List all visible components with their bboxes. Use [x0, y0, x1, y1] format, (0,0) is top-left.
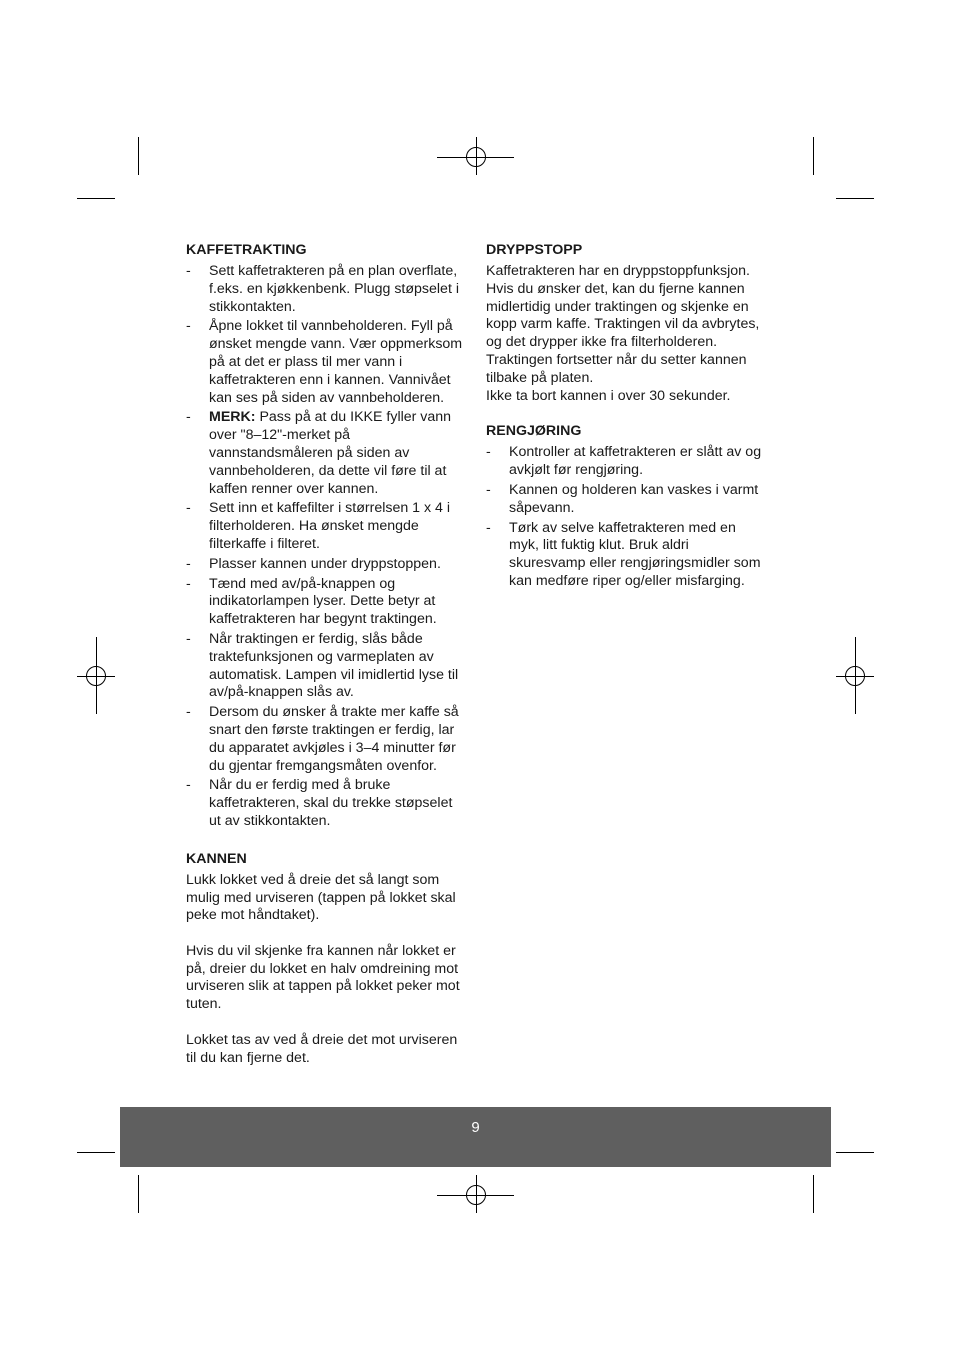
heading-kaffetrakting: KAFFETRAKTING: [186, 242, 307, 258]
list-item: - Kontroller at kaffetrakteren er slått av og avkjølt før rengjøring.: [486, 444, 768, 480]
rengjoring-list: [486, 444, 768, 590]
right-column: [486, 241, 768, 593]
list-item: - Når du er ferdig med å bruke kaffetrakteren, skal du trekke støpselet ut av stikkontakten.: [186, 777, 468, 830]
section-dryppstopp: [486, 241, 768, 405]
paragraph: Lukk lokket ved å dreie det så langt som mulig med urviseren (tappen på lokket skal peke mot håndtaket).: [186, 871, 456, 924]
list-item: - Kannen og holderen kan vaskes i varmt såpevann.: [486, 482, 768, 518]
list-item: - Dersom du ønsker å trakte mer kaffe så snart den første traktingen er ferdig, lar du apparatet avkjøles i 3–4 minutter før du gjentar fremgangsmåten ovenfor.: [186, 704, 468, 775]
paragraph: Hvis du vil skjenke fra kannen når lokket er på, dreier du lokket en halv omdreining mot urviseren slik at tappen på lokket peker mot tuten.: [186, 942, 460, 1013]
section-kannen: [186, 850, 468, 1068]
paragraph: Lokket tas av ved å dreie det mot urviseren til du kan fjerne det.: [186, 1031, 458, 1066]
list-item: - Når traktingen er ferdig, slås både traktefunksjonen og varmeplaten av automatisk. Lampen vil imidlertid lyse til av/på-knappen slås av.: [186, 631, 468, 702]
list-item: - Tørk av selve kaffetrakteren med en myk, litt fuktig klut. Bruk aldri skuresvamp eller rengjøringsmidler som kan medføre riper og/eller misfarging.: [486, 520, 768, 591]
paragraph: Kaffetrakteren har en dryppstoppfunksjon. Hvis du ønsker det, kan du fjerne kannen midlertidig under traktingen og skjenke en kopp varm kaffe. Traktingen vil da avbrytes, og det drypper ikke fra filterholderen. Traktingen fortsetter når du setter kannen tilbake på platen.: [486, 263, 760, 386]
list-item: - Plasser kannen under dryppstoppen.: [186, 556, 468, 574]
heading-kannen: KANNEN: [186, 850, 247, 867]
merk-label: MERK:: [209, 409, 256, 426]
list-item: - Sett inn et kaffefilter i størrelsen 1 x 4 i filterholderen. Ha ønsket mengde filterkaffe i filteret.: [186, 500, 468, 553]
list-item: - Tænd med av/på-knappen og indikatorlampen lyser. Dette betyr at kaffetrakteren har begynt traktingen.: [186, 576, 468, 629]
footer-bar: [120, 1107, 831, 1167]
heading-rengjoring: RENGJØRING: [486, 423, 582, 440]
page-number: 9: [471, 1119, 480, 1136]
section-kaffetrakting: [186, 241, 468, 831]
list-item: - Sett kaffetrakteren på en plan overflate, f.eks. en kjøkkenbenk. Plugg støpselet i stikkontakten.: [186, 263, 468, 316]
heading-dryppstopp: DRYPPSTOPP: [486, 242, 583, 258]
kaffetrakting-list: [186, 263, 468, 831]
paragraph: Ikke ta bort kannen i over 30 sekunder.: [486, 387, 731, 404]
list-item: - MERK: Pass på at du IKKE fyller vann over "8–12"-merket på vannstandsmåleren på siden av vannbeholderen, da dette vil føre til at kaffen renner over kannen.: [186, 409, 468, 498]
list-item: - Åpne lokket til vannbeholderen. Fyll på ønsket mengde vann. Vær oppmerksom på at det er plass til mer vann i kaffetrakteren enn i kannen. Vannivået kan ses på siden av vannbeholderen.: [186, 318, 468, 407]
section-rengjoring: [486, 422, 768, 590]
left-column: [186, 241, 468, 1067]
